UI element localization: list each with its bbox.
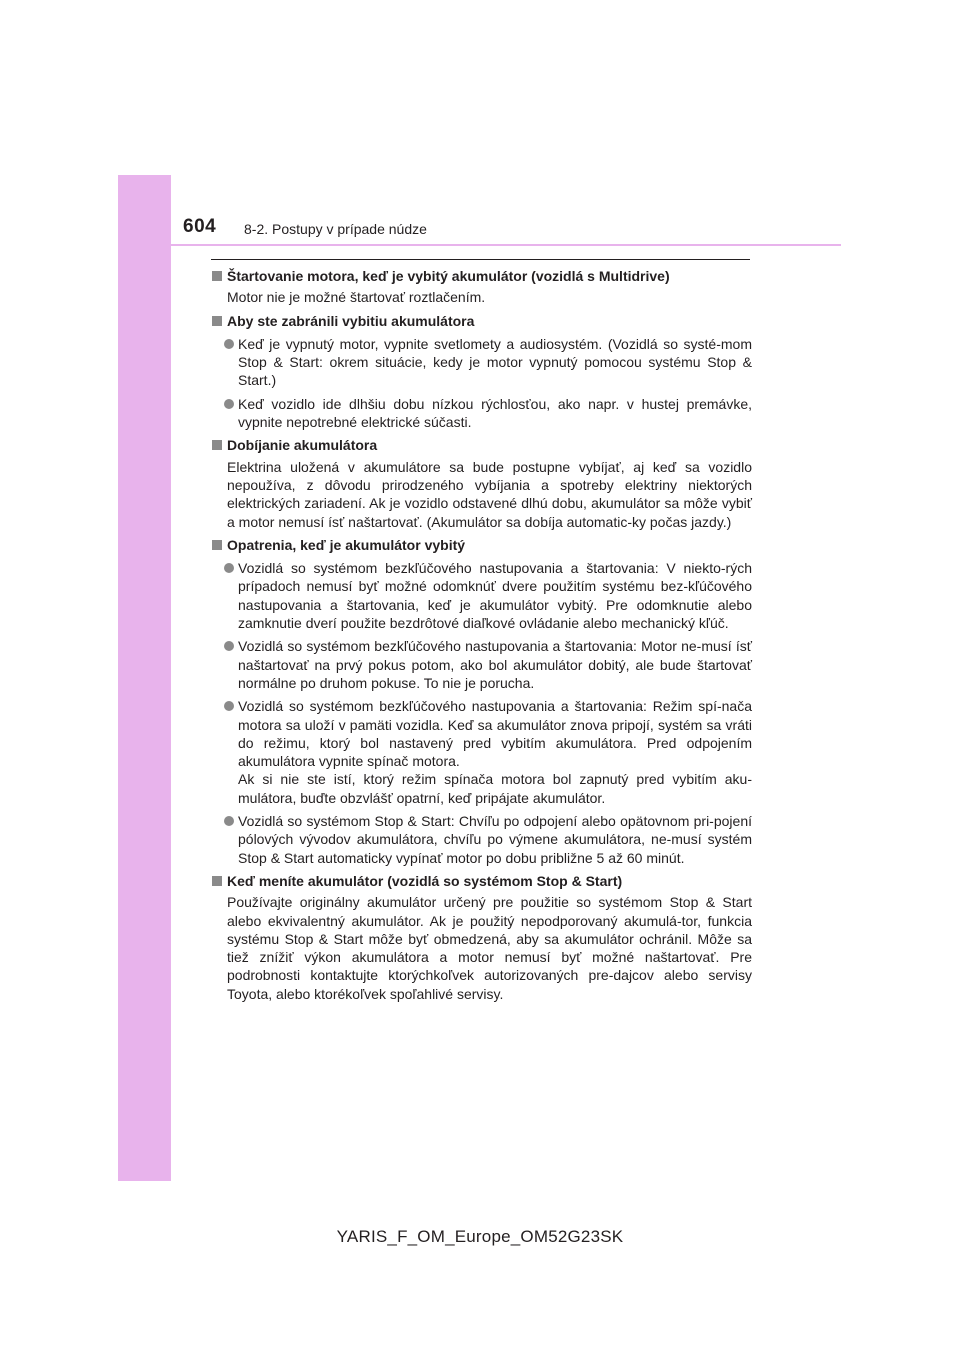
circle-bullet-icon <box>224 641 234 651</box>
bullet-text: Vozidlá so systémom bezkľúčového nastupovania a štartovania: Motor ne-musí ísť naštartovať na prvý pokus potom, ako bol akumulátor dobitý, ale bude štartovať normálne po druhom pokuse. To nie je porucha. <box>238 638 752 691</box>
bullet-text: Keď je vypnutý motor, vypnite svetlomety a audiosystém. (Vozidlá so systé-mom Stop & Start: okrem situácie, kedy je motor vypnutý pomocou systému Stop & Start.) <box>238 335 752 389</box>
page-number: 604 <box>183 216 217 237</box>
bullet-text: Vozidlá so systémom bezkľúčového nastupovania a štartovania: Režim spí-nača motora sa uloží v pamäti vozidla. Keď sa akumulátor znova pripojí, systém sa vráti do režimu, ktorý bol nastavený pred vybitím akumulátora. Pred odpojením akumulátora vypnite spínač motora. Ak si nie ste istí, ktorý režim spínača motora bol zapnutý pred vybitím aku-mulátora, buďte obzvlášť opatrní, keď pripájate akumulátor. <box>238 698 752 806</box>
document-code: YARIS_F_OM_Europe_OM52G23SK <box>336 1227 624 1246</box>
section-heading-text: Keď meníte akumulátor (vozidlá so systémom Stop & Start) <box>227 872 623 889</box>
bullet-item <box>211 395 752 432</box>
square-bullet-icon <box>212 876 222 886</box>
bullet-text: Vozidlá so systémom bezkľúčového nastupovania a štartovania: V niekto-rých prípadoch nemusí byť možné odomknúť dvere použitím systému bez-kľúčového nastupovania a štartovania, keď je akumulátor vybitý. Pre odomknutie alebo zamknutie dverí použite bezdrôtové diaľkové ovládanie alebo mechanický kľúč. <box>238 560 752 632</box>
bullet-item <box>211 335 752 390</box>
section-title: 8-2. Postupy v prípade núdze <box>244 221 427 237</box>
circle-bullet-icon <box>224 339 234 349</box>
section-heading-text: Štartovanie motora, keď je vybitý akumulátor (vozidlá s Multidrive) <box>227 268 670 284</box>
page-content <box>211 263 752 1003</box>
section-heading-text: Opatrenia, keď je akumulátor vybitý <box>227 536 466 553</box>
section-paragraph: Motor nie je možné štartovať roztlačením. <box>227 289 486 306</box>
section-heading-text: Dobíjanie akumulátora <box>227 437 378 454</box>
section-heading <box>211 872 752 890</box>
square-bullet-icon <box>212 440 222 450</box>
square-bullet-icon <box>212 271 222 281</box>
section-paragraph: Používajte originálny akumulátor určený pre použitie so systémom Stop & Start alebo ekvivalentný akumulátor. Ak je použitý nepodporovaný akumulá-tor, funkcia systému Stop & Start môže byť obmedzená, aby sa akumulátor ochránil. Môže sa tiež znížiť výkon akumulátora a motor nemusí byť možné naštartovať. Pre podrobnosti kontaktujte ktorýchkoľvek autorizovaných pre-dajcov alebo servisy Toyota, alebo ktorékoľvek spoľahlivé servisy. <box>227 894 752 1002</box>
square-bullet-icon <box>212 316 222 326</box>
circle-bullet-icon <box>224 399 234 409</box>
bullet-text: Keď vozidlo ide dlhšiu dobu nízkou rýchlosťou, ako napr. v hustej premávke, vypnite nepotrebné elektrické súčasti. <box>238 395 752 431</box>
bullet-item <box>211 812 752 867</box>
section-heading-text: Aby ste zabránili vybitiu akumulátora <box>227 312 475 329</box>
section-heading <box>211 312 752 330</box>
circle-bullet-icon <box>224 816 234 826</box>
bullet-item <box>211 697 752 807</box>
bullet-item <box>211 559 752 632</box>
section-heading <box>211 536 752 554</box>
circle-bullet-icon <box>224 563 234 573</box>
bullet-item <box>211 637 752 692</box>
header-divider <box>171 244 841 246</box>
circle-bullet-icon <box>224 701 234 711</box>
bullet-text: Vozidlá so systémom Stop & Start: Chvíľu po odpojení alebo opätovnom pri-pojení pólových vývodov akumulátora, chvíľu po výmene akumulátora, ne-musí systém Stop & Start automaticky vypínať motor po dobu približne 5 až 60 minút. <box>238 813 752 866</box>
square-bullet-icon <box>212 540 222 550</box>
section-heading <box>211 267 752 285</box>
content-divider <box>211 259 750 260</box>
section-heading <box>211 436 752 454</box>
section-paragraph: Elektrina uložená v akumulátore sa bude postupne vybíjať, aj keď sa vozidlo nepoužíva, z dôvodu prirodzeného vybíjania a spotreby elektriny niektorých elektrických zariadení. Ak je vozidlo odstavené dlhú dobu, akumulátor sa môže vybiť a motor nemusí ísť naštartovať. (Akumulátor sa dobíja automatic-ky počas jazdy.) <box>227 458 752 530</box>
chapter-sidebar-tab <box>118 175 171 1181</box>
